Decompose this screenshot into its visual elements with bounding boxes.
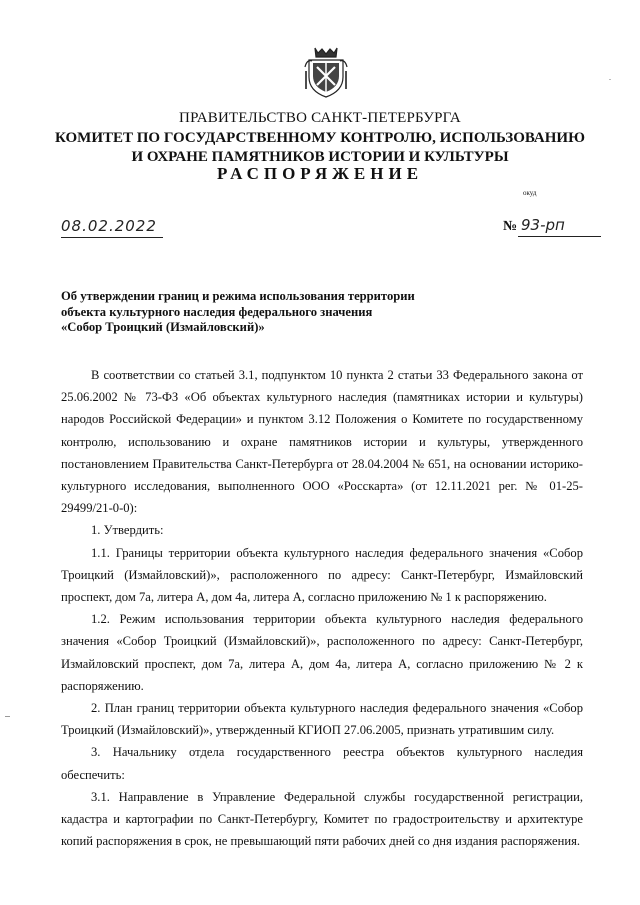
document-type: РАСПОРЯЖЕНИЕ (216, 164, 424, 183)
paragraph-3-1: 3.1. Направление в Управление Федеральной службы государственной регистрации, кадастра и картографии по Санкт-Петербургу, Комитет по градостроительству и архитектуре копий распоряжения в срок, не превышающий пяти рабочих дней со дня издания распоряжения. (61, 789, 583, 849)
scan-speck (609, 79, 611, 80)
paragraph-1-2: 1.2. Режим использования территории объекта культурного наследия федерального значения «Собор Троицкий (Измайловский)», расположенного по адресу: Санкт-Петербург, Измайловский проспект, дом 7а, литера А, дом 4а, литера А, согласно приложению № 2 к распоряжению. (61, 612, 583, 693)
document-date: 08.02.2022 (61, 217, 163, 238)
subject-line1: Об утверждении границ и режима использования территории (61, 289, 415, 303)
margin-mark (5, 716, 10, 717)
subject-line3: «Собор Троицкий (Измайловский)» (61, 320, 265, 334)
okud-label: окуд (523, 189, 537, 197)
committee-name-line1: КОМИТЕТ ПО ГОСУДАРСТВЕННОМУ КОНТРОЛЮ, ИСПОЛЬЗОВАНИЮ (55, 130, 585, 146)
number-sign: № (503, 219, 518, 234)
committee-name-line2: И ОХРАНЕ ПАМЯТНИКОВ ИСТОРИИ И КУЛЬТУРЫ (131, 149, 509, 165)
paragraph-preamble: В соответствии со статьей 3.1, подпунктом 10 пункта 2 статьи 33 Федерального закона от 25.06.2002 № 73-ФЗ «Об объектах культурного наследия (памятниках истории и культуры) народов Российской Федерации» и пунктом 3.12 Положения о Комитете по государственному контролю, использованию и охране памятников истории и культуры, утвержденного постановлением Правительства Санкт-Петербурга от 28.04.2004 № 651, на основании историко-культурного исследования, выполненного ООО «Росскарта» (от 12.11.2021 рег. № 01-25-29499/21-0-0): (61, 368, 583, 516)
paragraph-1-1: 1.1. Границы территории объекта культурного наследия федерального значения «Собор Троицкий (Измайловский)», расположенного по адресу: Санкт-Петербург, Измайловский проспект, дом 7а, литера А, дом 4а, литера А, согласно приложению № 1 к распоряжению. (61, 545, 583, 605)
document-body (61, 364, 583, 852)
paragraph-3: 3. Начальнику отдела государственного реестра объектов культурного наследия обеспечить: (61, 745, 583, 782)
committee-name (0, 129, 640, 167)
government-name: ПРАВИТЕЛЬСТВО САНКТ-ПЕТЕРБУРГА (179, 110, 461, 126)
coat-of-arms-icon (303, 45, 349, 99)
paragraph-1: 1. Утвердить: (91, 523, 164, 538)
paragraph-2: 2. План границ территории объекта культурного наследия федерального значения «Собор Троицкий (Измайловский)», утвержденный КГИОП 27.06.2005, признать утратившим силу. (61, 701, 583, 738)
document-number: 93-рп (518, 216, 601, 237)
document-subject (61, 289, 481, 336)
subject-line2: объекта культурного наследия федерального значения (61, 304, 373, 319)
